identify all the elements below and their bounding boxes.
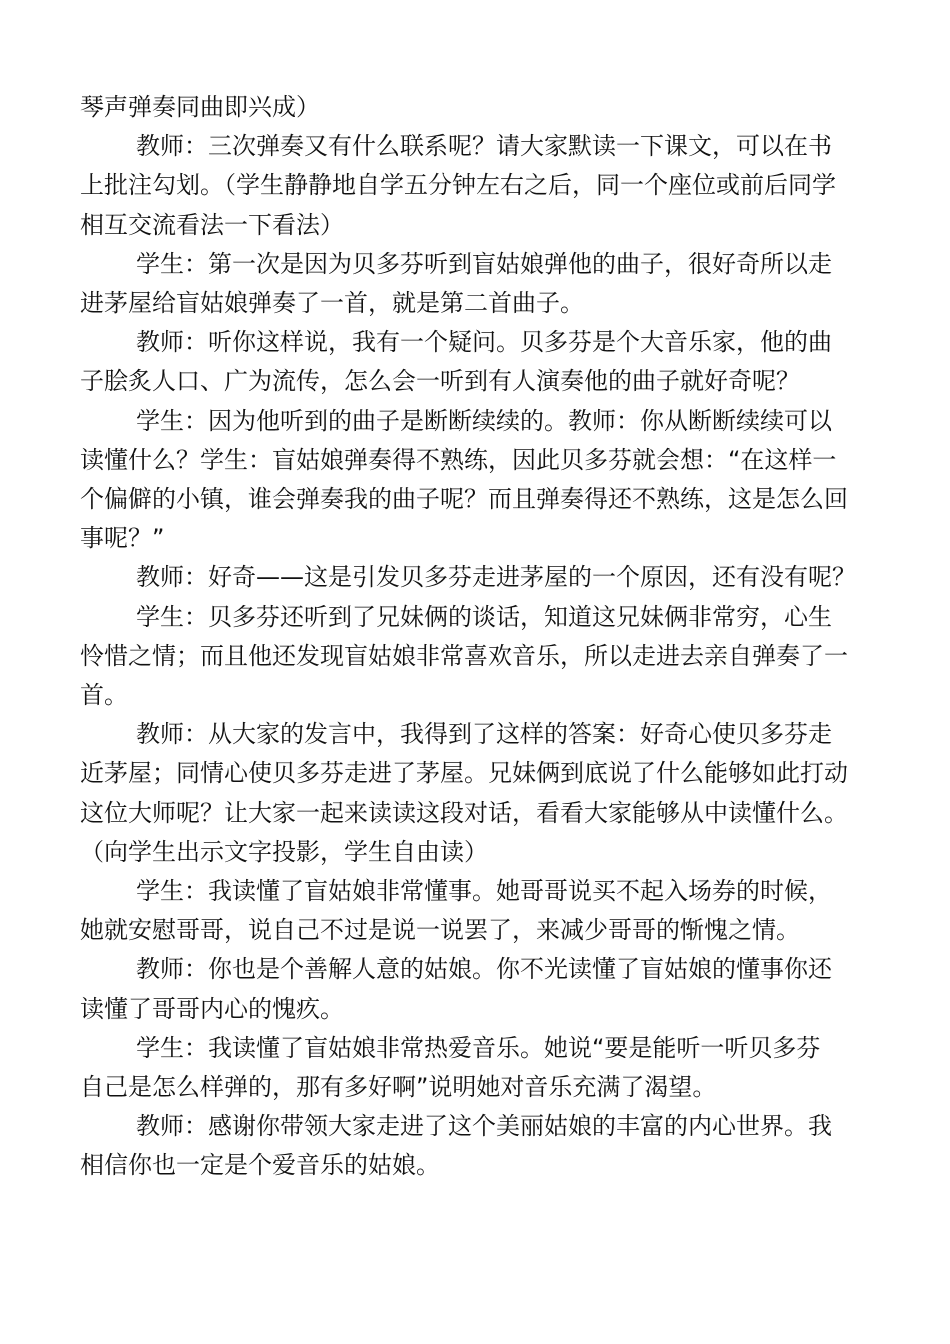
paragraph-teacher-5: 教师：你也是个善解人意的姑娘。你不光读懂了盲姑娘的懂事你还 读懂了哥哥内心的愧疚。 <box>80 955 832 1023</box>
paragraph-student-3: 学生：贝多芬还听到了兄妹俩的谈话，知道这兄妹俩非常穷，心生 怜惜之情；而且他还发现盲姑娘非常喜欢音乐，所以走进去亲自弹奏了一 首。 <box>80 602 848 710</box>
paragraph-teacher-2: 教师：听你这样说，我有一个疑问。贝多芬是个大音乐家，他的曲 子脍炙人口、广为流传，怎么会一听到有人演奏他的曲子就好奇呢？ <box>80 328 832 396</box>
paragraph-student-4: 学生：我读懂了盲姑娘非常懂事。她哥哥说买不起入场券的时候， 她就安慰哥哥，说自己不过是说一说罢了，来减少哥哥的惭愧之情。 <box>80 877 832 945</box>
paragraph-student-5: 学生：我读懂了盲姑娘非常热爱音乐。她说“要是能听一听贝多芬 自己是怎么样弹的，那有多好啊”说明她对音乐充满了渴望。 <box>80 1033 821 1102</box>
document-body <box>80 88 898 1186</box>
paragraph-student-2: 学生：因为他听到的曲子是断断续续的。教师：你从断断续续可以 读懂什么？学生：盲姑娘弹奏得不熟练，因此贝多芬就会想：“在这样一 个偏僻的小镇，谁会弹奏我的曲子呢？而且弹奏得还不熟练，这是怎么回 事呢？” <box>80 406 848 553</box>
paragraph-teacher-6: 教师：感谢你带领大家走进了这个美丽姑娘的丰富的内心世界。我 相信你也一定是个爱音乐的姑娘。 <box>80 1112 832 1180</box>
paragraph-teacher-1: 教师：三次弹奏又有什么联系呢？请大家默读一下课文，可以在书 上批注勾划。（学生静静地自学五分钟左右之后，同一个座位或前后同学 相互交流看法一下看法） <box>80 132 836 239</box>
paragraph-teacher-4: 教师：从大家的发言中，我得到了这样的答案：好奇心使贝多芬走 近茅屋；同情心使贝多芬走进了茅屋。兄妹俩到底说了什么能够如此打动 这位大师呢？让大家一起来读读这段对话，看看大家能够从中读懂什么。 （向学生出示文字投影，学生自由读） <box>80 720 848 866</box>
paragraph-student-1: 学生：第一次是因为贝多芬听到盲姑娘弹他的曲子，很好奇所以走 进茅屋给盲姑娘弹奏了一首，就是第二首曲子。 <box>80 249 832 318</box>
paragraph-continuation: 琴声弹奏同曲即兴成） <box>80 93 320 121</box>
paragraph-teacher-3: 教师：好奇——这是引发贝多芬走进茅屋的一个原因，还有没有呢？ <box>136 563 856 592</box>
